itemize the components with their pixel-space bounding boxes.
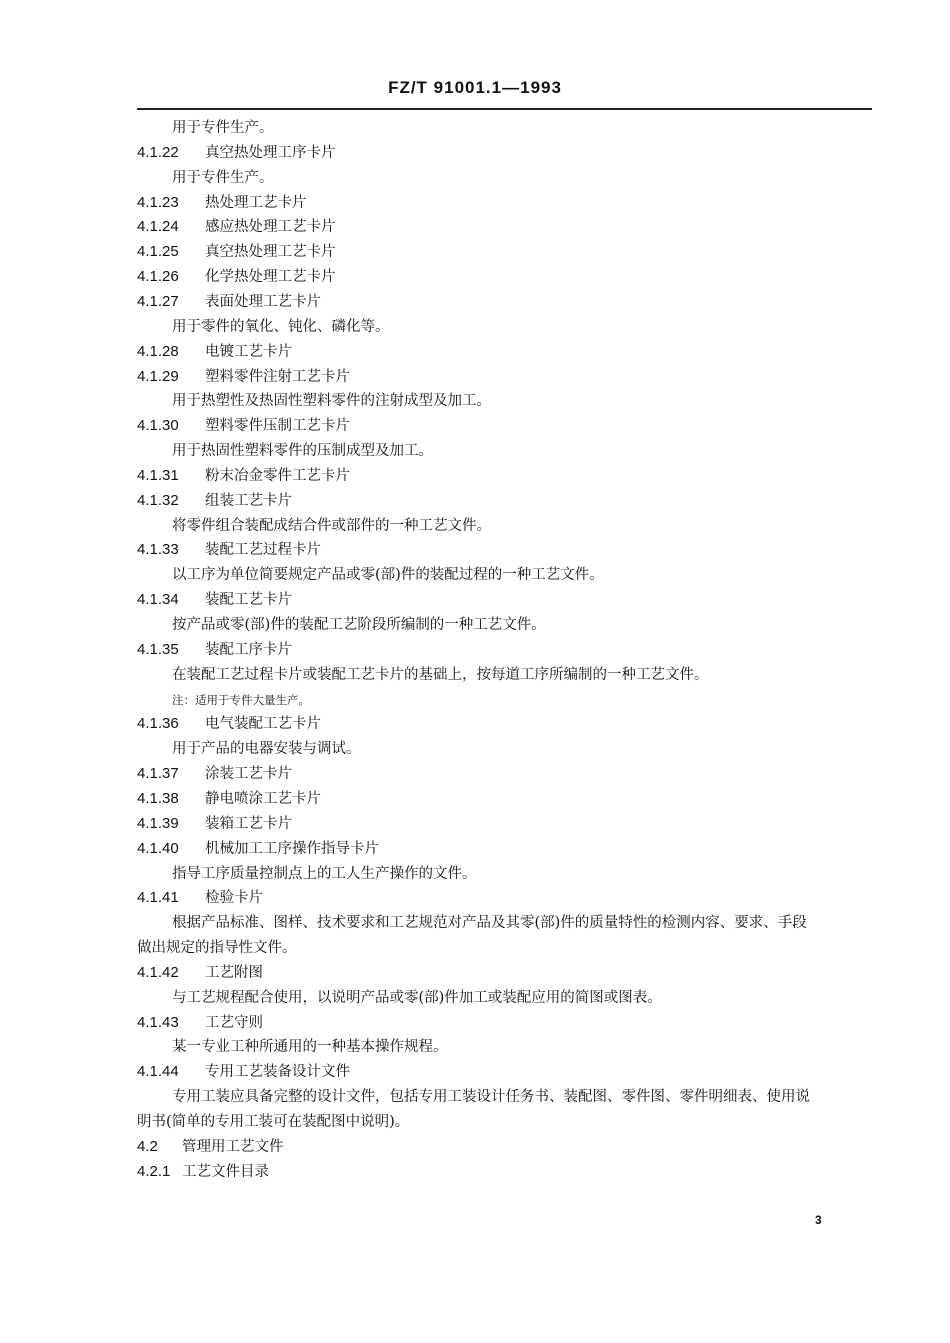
body-text: 指导工序质量控制点上的工人生产操作的文件。 xyxy=(172,865,477,882)
section-number: 4.1.43 xyxy=(137,1013,179,1031)
section-number: 4.1.44 xyxy=(137,1063,179,1081)
section-title: 真空热处理工艺卡片 xyxy=(205,244,336,261)
section-heading xyxy=(137,193,307,213)
section-heading xyxy=(137,292,321,312)
section-heading xyxy=(137,466,350,486)
body-text: 按产品或零(部)件的装配工艺阶段所编制的一种工艺文件。 xyxy=(172,617,546,633)
section-heading xyxy=(137,714,321,734)
section-number: 4.1.24 xyxy=(137,218,179,236)
section-number: 4.1.33 xyxy=(137,541,179,559)
section-title: 化学热处理工艺卡片 xyxy=(205,269,336,286)
section-title: 电气装配工艺卡片 xyxy=(205,716,321,733)
body-text: 在装配工艺过程卡片或装配工艺卡片的基础上，按每道工序所编制的一种工艺文件。 xyxy=(172,666,709,683)
section-number: 4.1.37 xyxy=(137,765,179,783)
section-number: 4.1.31 xyxy=(137,466,179,484)
page-header xyxy=(0,78,950,98)
section-number: 4.1.23 xyxy=(137,193,179,211)
section-heading xyxy=(137,789,321,809)
body-text: 与工艺规程配合使用，以说明产品或零(部)件加工或装配应用的简图或图表。 xyxy=(172,989,662,1006)
body-text: 将零件组合装配成结合件或部件的一种工艺文件。 xyxy=(172,517,491,534)
section-heading xyxy=(137,1013,263,1033)
standard-code: FZ/T 91001.1—1993 xyxy=(388,78,562,97)
section-title: 电镀工艺卡片 xyxy=(205,343,292,360)
section-number: 4.1.41 xyxy=(137,889,179,907)
section-number: 4.1.22 xyxy=(137,143,179,161)
section-number: 4.1.25 xyxy=(137,243,179,261)
section-heading xyxy=(137,963,263,983)
section-title: 塑料零件注射工艺卡片 xyxy=(205,368,350,385)
note-text: 注：适用于专件大量生产。 xyxy=(172,692,310,707)
section-title: 塑料零件压制工艺卡片 xyxy=(205,418,350,435)
section-number: 4.1.30 xyxy=(137,417,179,435)
section-title: 装配工艺卡片 xyxy=(205,592,292,609)
body-text: 专用工装应具备完整的设计文件，包括专用工装设计任务书、装配图、零件图、零件明细表、使用说 xyxy=(172,1089,810,1106)
body-text: 用于热固性塑料零件的压制成型及加工。 xyxy=(172,443,433,460)
section-heading xyxy=(137,540,321,560)
section-heading xyxy=(137,217,336,237)
section-number: 4.1.38 xyxy=(137,789,179,807)
section-title: 真空热处理工序卡片 xyxy=(205,144,336,161)
page-number: 3 xyxy=(815,1213,822,1227)
section-number: 4.1.40 xyxy=(137,839,179,857)
section-heading xyxy=(137,1137,284,1157)
section-heading xyxy=(137,367,350,387)
section-title: 管理用工艺文件 xyxy=(182,1138,284,1155)
section-title: 感应热处理工艺卡片 xyxy=(205,219,336,236)
section-number: 4.1.34 xyxy=(137,591,179,609)
section-title: 热处理工艺卡片 xyxy=(205,194,307,211)
body-text: 某一专业工种所通用的一种基本操作规程。 xyxy=(172,1039,448,1056)
section-title: 机械加工工序操作指导卡片 xyxy=(205,840,379,857)
section-title: 工艺守则 xyxy=(205,1014,263,1031)
section-number: 4.1.27 xyxy=(137,292,179,310)
section-number: 4.1.39 xyxy=(137,814,179,832)
section-title: 专用工艺装备设计文件 xyxy=(205,1064,350,1081)
section-number: 4.2 xyxy=(137,1137,158,1155)
body-text: 用于专件生产。 xyxy=(172,120,274,136)
section-heading xyxy=(137,814,292,834)
section-title: 工艺文件目录 xyxy=(182,1163,269,1180)
section-number: 4.1.35 xyxy=(137,640,179,658)
body-text: 用于热塑性及热固性塑料零件的注射成型及加工。 xyxy=(172,393,491,410)
section-number: 4.1.32 xyxy=(137,491,179,509)
section-title: 表面处理工艺卡片 xyxy=(205,293,321,310)
section-title: 涂装工艺卡片 xyxy=(205,766,292,783)
section-title: 工艺附图 xyxy=(205,964,263,981)
section-number: 4.1.29 xyxy=(137,367,179,385)
body-text: 明书(简单的专用工装可在装配图中说明)。 xyxy=(137,1114,410,1130)
section-number: 4.1.26 xyxy=(137,268,179,286)
body-text: 根据产品标准、图样、技术要求和工艺规范对产品及其零(部)件的质量特性的检测内容、要求、手段 xyxy=(172,915,807,932)
section-heading xyxy=(137,888,263,908)
section-heading xyxy=(137,267,336,287)
section-title: 装配工艺过程卡片 xyxy=(205,542,321,559)
section-heading xyxy=(137,1162,269,1182)
section-heading xyxy=(137,416,350,436)
body-text: 用于零件的氧化、钝化、磷化等。 xyxy=(172,318,390,335)
section-heading xyxy=(137,1062,350,1082)
section-number: 4.1.36 xyxy=(137,715,179,733)
section-heading xyxy=(137,143,336,163)
section-heading xyxy=(137,839,379,859)
section-title: 装箱工艺卡片 xyxy=(205,815,292,832)
section-title: 粉末冶金零件工艺卡片 xyxy=(205,467,350,484)
section-heading xyxy=(137,764,292,784)
section-heading xyxy=(137,590,292,610)
section-heading xyxy=(137,640,292,660)
section-title: 装配工序卡片 xyxy=(205,641,292,658)
section-title: 检验卡片 xyxy=(205,890,263,907)
body-text: 以工序为单位简要规定产品或零(部)件的装配过程的一种工艺文件。 xyxy=(172,567,604,584)
section-title: 静电喷涂工艺卡片 xyxy=(205,790,321,807)
section-heading xyxy=(137,491,292,511)
section-heading xyxy=(137,342,292,362)
section-heading xyxy=(137,242,336,262)
section-title: 组装工艺卡片 xyxy=(205,492,292,509)
body-text: 做出规定的指导性文件。 xyxy=(137,940,297,957)
section-number: 4.2.1 xyxy=(137,1162,171,1180)
body-text: 用于产品的电器安装与调试。 xyxy=(172,741,361,758)
section-number: 4.1.28 xyxy=(137,342,179,360)
body-text: 用于专件生产。 xyxy=(172,169,274,186)
header-rule xyxy=(137,108,872,110)
section-number: 4.1.42 xyxy=(137,963,179,981)
